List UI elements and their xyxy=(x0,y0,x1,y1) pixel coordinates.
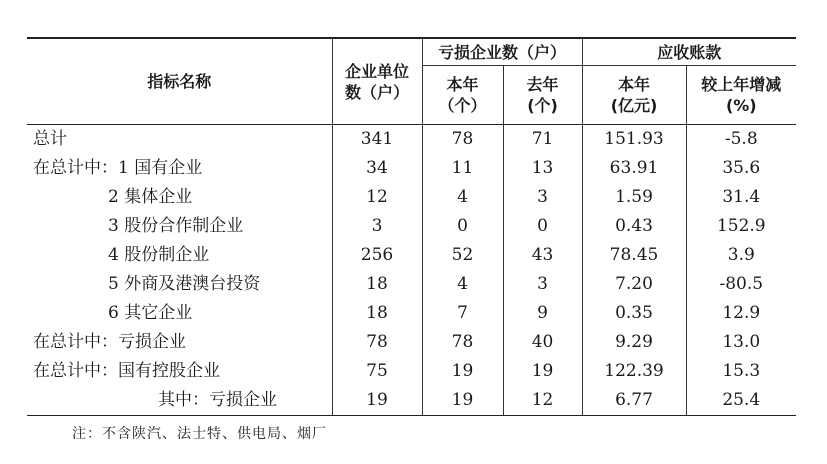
cell-loss-this-year: 78 xyxy=(422,125,503,155)
cell-receivable-this-year: 1.59 xyxy=(582,183,686,212)
header-receivable-this-year-line2: (亿元) xyxy=(610,96,658,115)
cell-units: 18 xyxy=(332,299,422,328)
cell-receivable-change: -80.5 xyxy=(686,270,796,299)
cell-units: 78 xyxy=(332,328,422,357)
cell-receivable-this-year: 7.20 xyxy=(582,270,686,299)
cell-units: 34 xyxy=(332,154,422,183)
cell-loss-this-year: 4 xyxy=(422,183,503,212)
header-loss-this-year-line2: （个） xyxy=(438,96,487,115)
cell-receivable-this-year: 151.93 xyxy=(582,125,686,155)
cell-loss-last-year: 43 xyxy=(503,241,582,270)
table-row xyxy=(27,183,796,212)
table-row xyxy=(27,154,796,183)
cell-receivable-this-year: 63.91 xyxy=(582,154,686,183)
header-receivable-change-line1: 较上年增减 xyxy=(701,75,782,94)
table-row xyxy=(27,357,796,386)
table-row xyxy=(27,270,796,299)
statistics-table xyxy=(27,37,796,416)
cell-loss-this-year: 19 xyxy=(422,386,503,416)
cell-units: 256 xyxy=(332,241,422,270)
row-label: 其中：亏损企业 xyxy=(27,386,332,416)
cell-receivable-this-year: 9.29 xyxy=(582,328,686,357)
cell-loss-this-year: 4 xyxy=(422,270,503,299)
cell-loss-this-year: 78 xyxy=(422,328,503,357)
cell-loss-last-year: 0 xyxy=(503,212,582,241)
cell-units: 19 xyxy=(332,386,422,416)
header-units-line2: 数（户） xyxy=(344,82,409,102)
header-receivable-this-year-line1: 本年 xyxy=(618,75,651,94)
cell-units: 18 xyxy=(332,270,422,299)
header-loss-this-year-line1: 本年 xyxy=(446,75,479,94)
row-label: 在总计中：亏损企业 xyxy=(33,332,186,352)
table-row xyxy=(27,212,796,241)
cell-loss-last-year: 19 xyxy=(503,357,582,386)
cell-receivable-this-year: 0.43 xyxy=(582,212,686,241)
cell-receivable-change: 3.9 xyxy=(686,241,796,270)
cell-loss-last-year: 9 xyxy=(503,299,582,328)
cell-receivable-change: 35.6 xyxy=(686,154,796,183)
cell-receivable-change: -5.8 xyxy=(686,125,796,155)
table-row xyxy=(27,328,796,357)
cell-loss-last-year: 12 xyxy=(503,386,582,416)
row-label: 3 股份合作制企业 xyxy=(108,216,244,236)
cell-loss-last-year: 13 xyxy=(503,154,582,183)
cell-loss-this-year: 52 xyxy=(422,241,503,270)
header-receivable-change xyxy=(686,66,796,125)
row-label: 6 其它企业 xyxy=(108,303,193,323)
row-label: 在总计中：国有控股企业 xyxy=(33,361,220,381)
cell-units: 75 xyxy=(332,357,422,386)
row-label: 总计 xyxy=(33,129,67,149)
cell-loss-last-year: 3 xyxy=(503,183,582,212)
cell-receivable-change: 31.4 xyxy=(686,183,796,212)
row-label: 2 集体企业 xyxy=(108,187,193,207)
header-accounts-receivable: 应收账款 xyxy=(582,38,796,66)
cell-loss-last-year: 71 xyxy=(503,125,582,155)
cell-receivable-this-year: 6.77 xyxy=(582,386,686,416)
header-receivable-change-line2: (%) xyxy=(725,96,757,115)
cell-loss-this-year: 19 xyxy=(422,357,503,386)
cell-receivable-this-year: 122.39 xyxy=(582,357,686,386)
cell-loss-this-year: 11 xyxy=(422,154,503,183)
header-loss-last-year xyxy=(503,66,582,125)
cell-receivable-change: 25.4 xyxy=(686,386,796,416)
table-row xyxy=(27,241,796,270)
cell-receivable-change: 12.9 xyxy=(686,299,796,328)
header-indicator-name: 指标名称 xyxy=(27,38,332,125)
row-label: 4 股份制企业 xyxy=(108,245,210,265)
cell-loss-this-year: 0 xyxy=(422,212,503,241)
cell-receivable-this-year: 0.35 xyxy=(582,299,686,328)
header-loss-this-year xyxy=(422,66,503,125)
cell-receivable-this-year: 78.45 xyxy=(582,241,686,270)
row-label: 在总计中：1 国有企业 xyxy=(33,158,203,178)
table-row xyxy=(27,386,796,416)
header-units-line1: 企业单位 xyxy=(344,61,409,81)
footnote: 注：不含陕汽、法士特、供电局、烟厂 xyxy=(72,426,327,442)
header-loss-last-year-line1: 去年 xyxy=(526,75,559,94)
cell-receivable-change: 152.9 xyxy=(686,212,796,241)
cell-loss-last-year: 40 xyxy=(503,328,582,357)
cell-loss-this-year: 7 xyxy=(422,299,503,328)
cell-loss-last-year: 3 xyxy=(503,270,582,299)
header-loss-enterprises: 亏损企业数（户） xyxy=(422,38,582,66)
cell-units: 341 xyxy=(332,125,422,155)
table-row xyxy=(27,125,796,155)
cell-units: 3 xyxy=(332,212,422,241)
header-receivable-this-year xyxy=(582,66,686,125)
cell-receivable-change: 15.3 xyxy=(686,357,796,386)
table-row xyxy=(27,299,796,328)
row-label: 5 外商及港澳台投资 xyxy=(108,274,261,294)
cell-receivable-change: 13.0 xyxy=(686,328,796,357)
header-loss-last-year-line2: (个) xyxy=(527,96,558,115)
header-enterprise-units xyxy=(332,38,422,125)
cell-units: 12 xyxy=(332,183,422,212)
